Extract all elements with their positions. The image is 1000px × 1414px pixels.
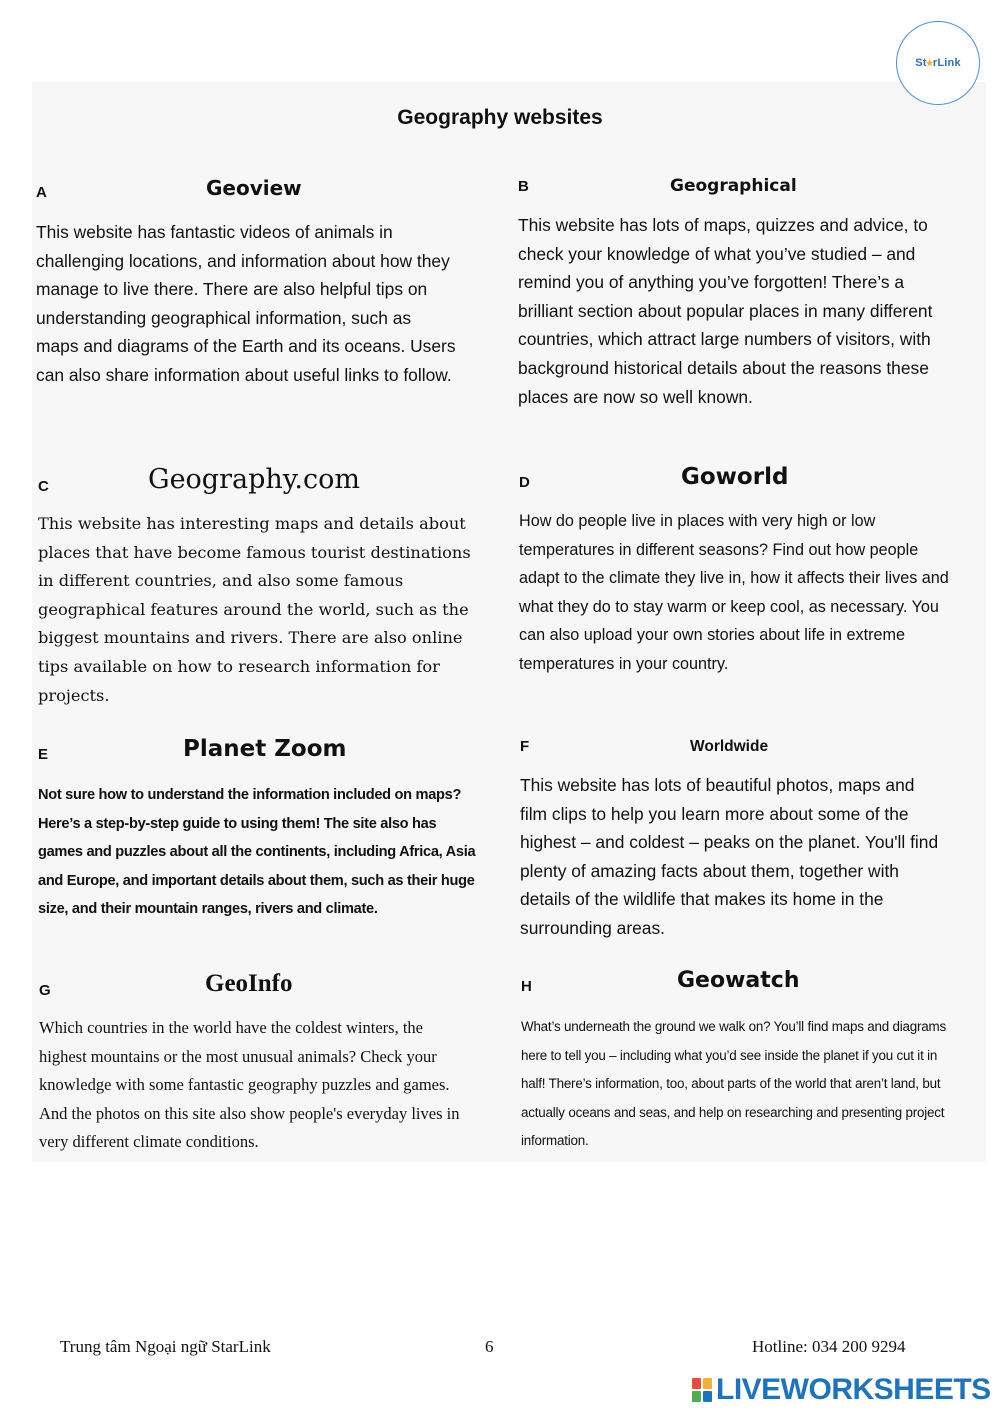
website-name: GeoInfo bbox=[205, 970, 293, 997]
website-name: Geography.com bbox=[148, 464, 360, 495]
website-description: This website has fantastic videos of animals in challenging locations, and information about how they manage to live there. There are also helpful tips on understanding geographical information, such as maps and diagrams of the Earth and its oceans. Users can also share information about useful links to follow. bbox=[36, 222, 456, 385]
brand-tile-icon bbox=[692, 1391, 701, 1402]
website-description: This website has lots of beautiful photos, maps and film clips to help you learn more about some of the highest – and coldest – peaks on the planet. You'll find plenty of amazing facts about them, together with details of the wildlife that makes its home in the surrounding areas. bbox=[520, 775, 939, 938]
starlink-logo bbox=[896, 21, 980, 105]
liveworksheets-brand[interactable] bbox=[692, 1372, 991, 1408]
brand-tile-icon bbox=[692, 1378, 701, 1389]
card-letter: B bbox=[518, 178, 529, 195]
logo-text-start: St bbox=[915, 57, 927, 69]
card-letter: D bbox=[519, 474, 530, 491]
website-name: Geoview bbox=[206, 176, 302, 200]
card-letter: H bbox=[521, 978, 532, 995]
card-letter: E bbox=[38, 746, 49, 763]
logo-star-icon: ★ bbox=[925, 57, 934, 68]
website-description: This website has interesting maps and details about places that have become famous tourist destinations in different countries, and also some famous geographical features around the world, such as the biggest mountains and rivers. There are also online tips available on how to research information for projects. bbox=[38, 514, 471, 705]
website-description: Which countries in the world have the coldest winters, the highest mountains or the most unusual animals? Check your knowledge with some fantastic geography puzzles and games. And the photos on this site also show people's everyday lives in very different climate conditions. bbox=[39, 1018, 460, 1152]
brand-tile-icon bbox=[703, 1378, 712, 1389]
website-name: Planet Zoom bbox=[183, 736, 347, 762]
website-description: What’s underneath the ground we walk on? You’ll find maps and diagrams here to tell you – including what you’d see inside the planet if you cut it in half! There’s information, too, about parts of the world that aren’t land, but actually oceans and seas, and help on researching and presenting project information. bbox=[521, 1019, 946, 1149]
website-name: Geographical bbox=[670, 176, 797, 196]
liveworksheets-icon bbox=[692, 1378, 712, 1402]
footer-center-name: Trung tâm Ngoại ngữ StarLink bbox=[60, 1337, 271, 1356]
brand-tile-icon bbox=[703, 1391, 712, 1402]
card-letter: C bbox=[38, 478, 49, 495]
card-letter: A bbox=[36, 184, 47, 201]
footer-hotline: Hotline: 034 200 9294 bbox=[752, 1337, 906, 1356]
website-name: Geowatch bbox=[677, 968, 800, 993]
logo-text-end: rLink bbox=[932, 57, 961, 69]
page-title: Geography websites bbox=[397, 106, 603, 129]
card-letter: G bbox=[39, 982, 51, 999]
footer-page-number: 6 bbox=[485, 1337, 494, 1356]
website-description: How do people live in places with very high or low temperatures in different seasons? Find out how people adapt to the climate they live in, how it affects their lives and what they do to stay warm or keep cool, as necessary. You can also upload your own stories about life in extreme temperatures in your country. bbox=[519, 512, 949, 673]
website-description: Not sure how to understand the information included on maps? Here’s a step-by-step guide to using them! The site also has games and puzzles about all the continents, including Africa, Asia and Europe, and important details about them, such as their huge size, and their mountain ranges, rivers and climate. bbox=[38, 787, 476, 918]
liveworksheets-wordmark: LIVEWORKSHEETS bbox=[716, 1373, 991, 1406]
website-name: Worldwide bbox=[690, 738, 769, 755]
website-description: This website has lots of maps, quizzes and advice, to check your knowledge of what you’ve studied – and remind you of anything you’ve forgotten! There’s a brilliant section about popular places in many different countries, which attract large numbers of visitors, with background historical details about the reasons these places are now so well known. bbox=[518, 215, 933, 407]
card-letter: F bbox=[520, 738, 530, 755]
website-name: Goworld bbox=[681, 464, 789, 490]
